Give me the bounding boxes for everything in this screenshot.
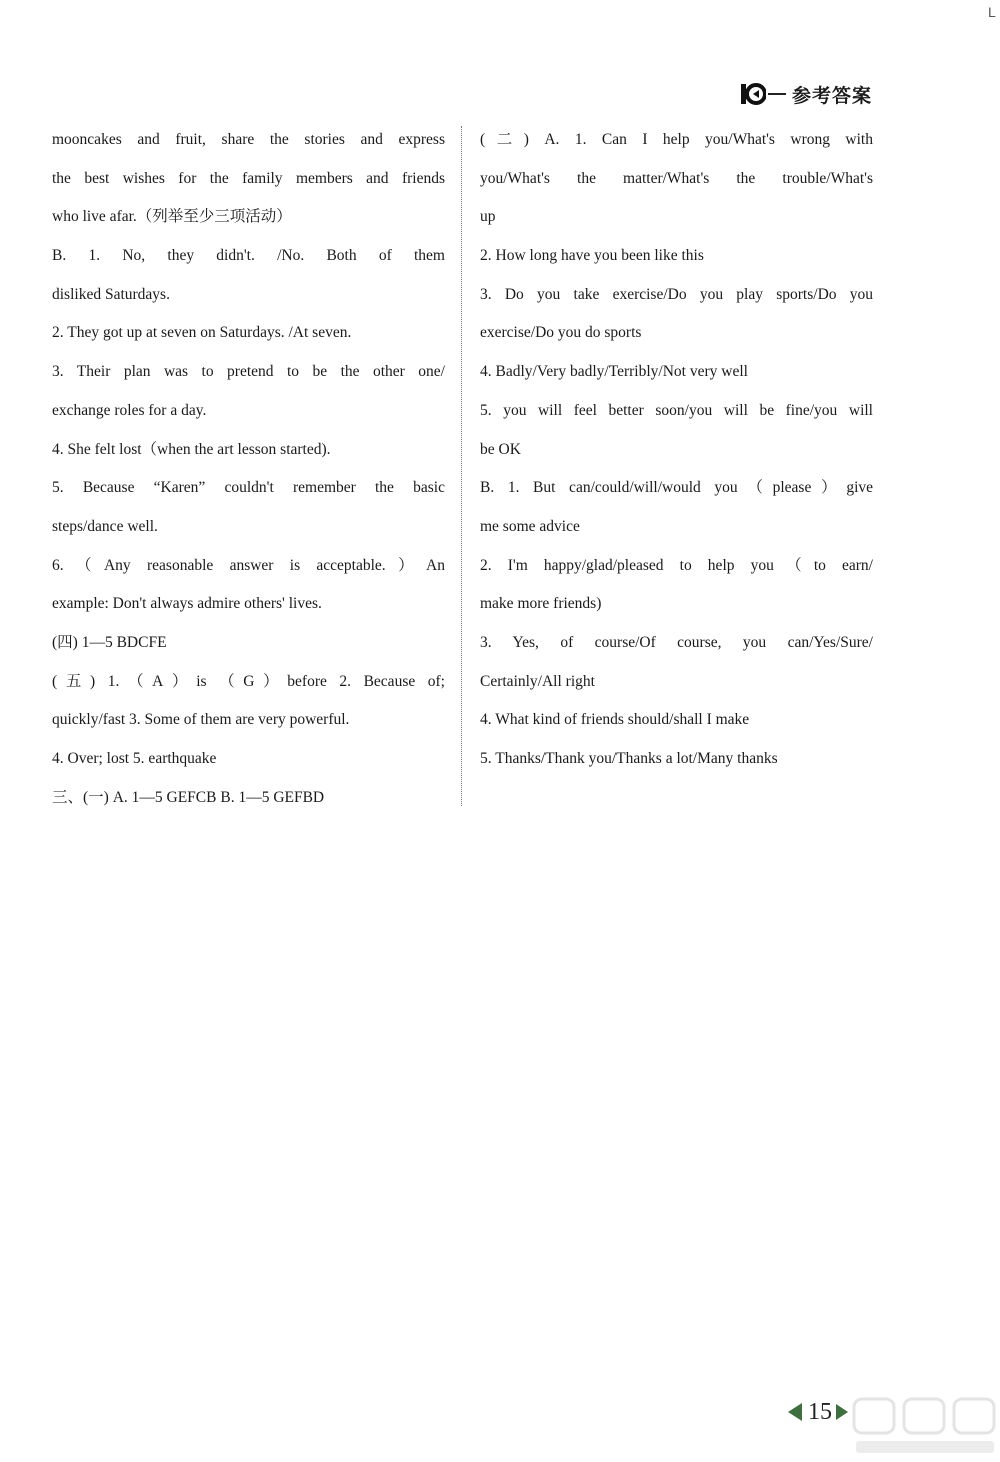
right-answer-column xyxy=(480,121,873,779)
answer-line: (四) 1—5 BDCFE xyxy=(52,633,167,651)
answer-line: B. 1. But can/could/will/would you（please）give xyxy=(480,479,873,497)
page-header xyxy=(740,78,880,110)
answer-line: 4. Over; lost 5. earthquake xyxy=(52,750,217,767)
book-logo-icon xyxy=(740,81,766,107)
answer-line: 5. Thanks/Thank you/Thanks a lot/Many thanks xyxy=(480,750,778,767)
answer-line: 2. They got up at seven on Saturdays. /At seven. xyxy=(52,324,352,342)
page-title: 参考答案 xyxy=(792,84,873,107)
answer-line: exercise/Do you do sports xyxy=(480,324,642,342)
answer-line: who live afar.（列举至少三项活动） xyxy=(52,208,292,226)
answer-line: Certainly/All right xyxy=(480,672,595,690)
watermark-logo xyxy=(850,1395,1000,1457)
answer-line: 5. Because “Karen” couldn't remember the basic xyxy=(52,479,445,497)
answer-line: quickly/fast 3. Some of them are very powerful. xyxy=(52,711,350,729)
column-divider xyxy=(461,126,462,806)
answer-line: (二) A. 1. Can I help you/What's wrong with xyxy=(480,131,873,148)
answer-line: (五) 1.（A）is （G）before 2. Because of; xyxy=(52,672,445,690)
corner-mark: L xyxy=(988,4,996,20)
answer-line: exchange roles for a day. xyxy=(52,401,207,419)
arrow-left-icon xyxy=(788,1403,802,1421)
arrow-right-icon xyxy=(836,1404,848,1420)
answer-line: 3. Do you take exercise/Do you play sports/Do you xyxy=(480,285,873,303)
left-answer-column xyxy=(52,121,445,817)
answer-line: 6.（Any reasonable answer is acceptable.）An xyxy=(52,556,445,574)
answer-line: 4. She felt lost（when the art lesson started). xyxy=(52,440,331,458)
answer-line: disliked Saturdays. xyxy=(52,285,170,303)
answer-line: up xyxy=(480,208,496,226)
answer-line: be OK xyxy=(480,440,521,458)
answer-line: me some advice xyxy=(480,517,580,535)
header-dash xyxy=(768,93,786,95)
answer-line: 4. Badly/Very badly/Terribly/Not very well xyxy=(480,363,748,381)
answer-line: 5. you will feel better soon/you will be fine/you will xyxy=(480,401,873,419)
answer-line: example: Don't always admire others' lives. xyxy=(52,595,322,613)
answer-line: the best wishes for the family members and friends xyxy=(52,169,445,187)
answer-line: 4. What kind of friends should/shall I make xyxy=(480,711,750,729)
answer-line: make more friends) xyxy=(480,595,602,613)
answer-line: 2. I'm happy/glad/pleased to help you（to earn/ xyxy=(480,556,873,574)
answer-line: 3. Their plan was to pretend to be the other one/ xyxy=(52,363,445,381)
answer-line: 2. How long have you been like this xyxy=(480,247,704,265)
answer-line: B. 1. No, they didn't. /No. Both of them xyxy=(52,247,445,265)
answer-line: 3. Yes, of course/Of course, you can/Yes/Sure/ xyxy=(480,633,873,651)
answer-line: you/What's the matter/What's the trouble/What's xyxy=(480,169,873,187)
answer-line: mooncakes and fruit, share the stories and express xyxy=(52,131,445,148)
answer-line: 三、(一) A. 1—5 GEFCB B. 1—5 GEFBD xyxy=(52,788,325,806)
page-number: 15 xyxy=(808,1398,832,1425)
answer-line: steps/dance well. xyxy=(52,517,158,535)
page-footer xyxy=(788,1392,848,1432)
